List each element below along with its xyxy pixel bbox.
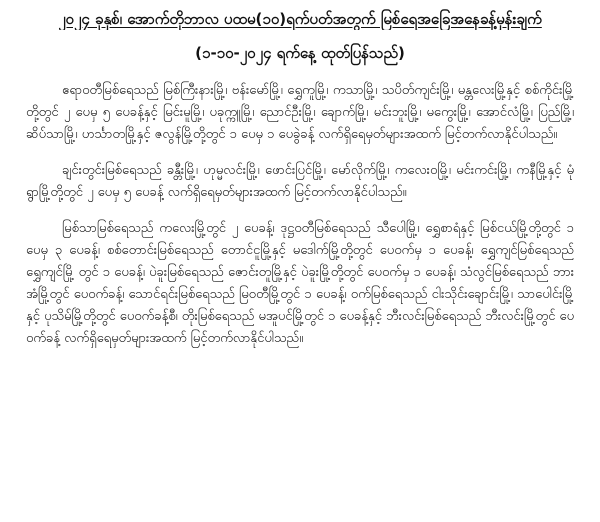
document-body	[26, 80, 574, 350]
document-subtitle: (၁-၁၀-၂၀၂၄ ရက်နေ့ ထုတ်ပြန်သည်)	[195, 44, 405, 62]
paragraph-ayeyarwady: ဧရာဝတီမြစ်ရေသည် မြစ်ကြီးနားမြို့၊ ဗန်းမော်မြို့၊ ရွှေကူမြို့၊ ကသာမြို့၊ သပိတ်ကျင်းမြို့၊ မန္တလေးမြို့နှင့် စစ်ကိုင်းမြို့တို့တွင် ၂ ပေမှ ၅ ပေခန့်နှင့် မြင်းမူမြို့၊ ပခုက္ကူမြို့၊ ညောင်ဦးမြို့၊ ချောက်မြို့၊ မင်းဘူးမြို့၊ မကွေးမြို့၊ အောင်လံမြို့၊ ပြည်မြို့၊ ဆိပ်သာမြို့၊ ဟင်္သာတမြို့နှင့် ဇလွန်မြို့တို့တွင် ၁ ပေမှ ၁ ပေခွဲခန့် လက်ရှိရေမှတ်များအထက် မြင့်တက်လာနိုင်ပါသည်။	[26, 83, 574, 142]
paragraph-chindwin: ချင်းတွင်းမြစ်ရေသည် ခန္တီးမြို့၊ ဟုမ္မလင်းမြို့၊ ဖောင်းပြင်မြို့၊ မော်လိုက်မြို့၊ ကလေးဝမြို့၊ မင်းကင်းမြို့၊ ကနီမြို့နှင့် မုံရွာမြို့တို့တွင် ၂ ပေမှ ၅ ပေခန့် လက်ရှိရေမှတ်များအထက် မြင့်တက်လာနိုင်ပါသည်။	[26, 163, 574, 200]
document-title: ၂၀၂၄ ခုနှစ်၊ အောက်တိုဘာလ ပထမ(၁၀)ရက်ပတ်အတွက် မြစ်ရေအခြေအနေခန့်မှန်းချက်	[58, 10, 542, 28]
paragraph-other-rivers: မြစ်သာမြစ်ရေသည် ကလေးမြို့တွင် ၂ ပေခန့်၊ ဒုဋ္ဌဝတီမြစ်ရေသည် သီပေါမြို့၊ ရွှေစာရံနှင့် မြစ်ငယ်မြို့တို့တွင် ၁ ပေမှ ၃ ပေခန့်၊ စစ်တောင်းမြစ်ရေသည် တောင်ငူမြို့နှင့် မဒေါက်မြို့တို့တွင် ပေဝက်မှ ၁ ပေခန့်၊ ရွှေကျင်မြစ်ရေသည် ရွှေကျင်မြို့ တွင် ၁ ပေခန့်၊ ပဲခူးမြစ်ရေသည် ဇောင်းတူမြို့နှင့် ပဲခူးမြို့တို့တွင် ပေဝက်မှ ၁ ပေခန့်၊ သံလွင်မြစ်ရေသည် ဘားအံမြို့တွင် ပေဝက်ခန့်၊ သောင်ရင်းမြစ်ရေသည် မြဝတီမြို့တွင် ၁ ပေခန့်၊ ဝက်မြစ်ရေသည် ငါးသိုင်းချောင်းမြို့၊ သာပေါင်းမြို့နှင့် ပုသိမ်မြို့တို့တွင် ပေဝက်ခန့်စီ၊ တိုးမြစ်ရေသည် မအူပင်မြို့တွင် ၁ ပေခန့်နှင့် ဘီးလင်းမြစ်ရေသည် ဘီးလင်းမြို့တွင် ပေဝက်ခန့် လက်ရှိရေမှတ်များအထက် မြင့်တက်လာနိုင်ပါသည်။	[26, 221, 574, 346]
